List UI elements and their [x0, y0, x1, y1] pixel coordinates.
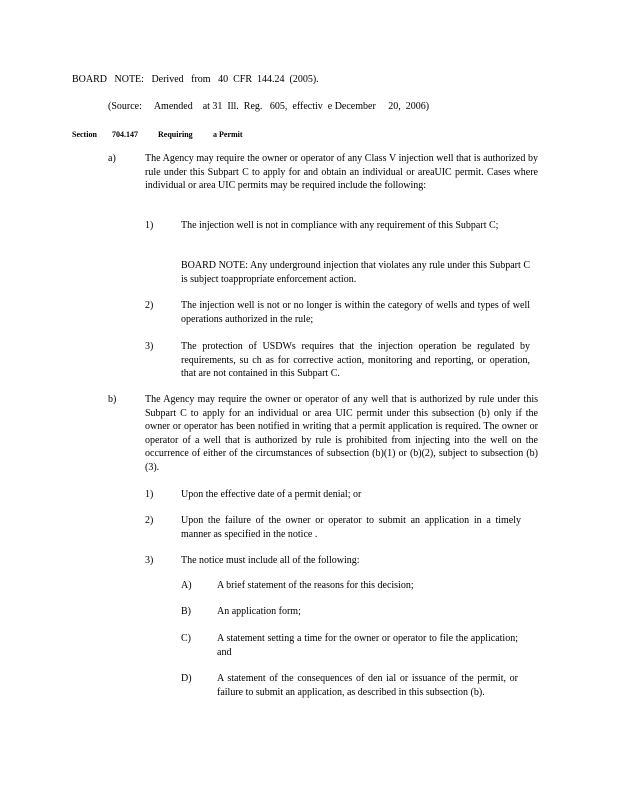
subitem-b-text: An application form; [217, 606, 301, 617]
section-number: 704.147 [112, 130, 138, 139]
subsection-b-label: b) [108, 394, 117, 405]
board-note-top: BOARD NOTE: Derived from 40 CFR 144.24 (2005). [72, 74, 319, 85]
subsection-b-text: The Agency may require the owner or operator of any well that is authorized by rule under this Subpart C to apply for an individual or area UIC permit under this subsection (b) only if the owner or operator has been notified in writing that a permit application is required. The owner or operator of a well that is authorized by rule is prohibited from injecting into the well on the occurrence of either of the circumstances of subsection (b)(1) or (b)(2), subject to subsection (b)(3). [145, 394, 538, 473]
subsection-a-label: a) [108, 153, 116, 164]
section-title-part-2: a Permit [213, 130, 243, 139]
item-b3-text: The notice must include all of the following: [181, 555, 360, 566]
source-note: (Source: Amended at 31 Ill. Reg. 605, effectiv e December 20, 2006) [108, 101, 430, 112]
subitem-c-label: C) [181, 633, 191, 644]
item-b3-label: 3) [145, 555, 154, 566]
item-b2-text: Upon the failure of the owner or operator to submit an application in a timely manner as specified in the notice . [181, 515, 521, 540]
board-note-a1: BOARD NOTE: Any underground injection that violates any rule under this Subpart C is subject toappropriate enforcement action. [181, 260, 530, 285]
subitem-d-label: D) [181, 673, 192, 684]
item-b2-label: 2) [145, 515, 154, 526]
section-heading [0, 128, 618, 140]
subitem-d-text: A statement of the consequences of den ial or issuance of the permit, or failure to submit an application, as described in this subsection (b). [217, 673, 518, 698]
item-a3-label: 3) [145, 341, 154, 352]
item-b1-text: Upon the effective date of a permit denial; or [181, 489, 362, 500]
item-a2-label: 2) [145, 300, 154, 311]
item-a2-text: The injection well is not or no longer is within the category of wells and types of well operations authorized in the rule; [181, 300, 530, 325]
subitem-a-text: A brief statement of the reasons for this decision; [217, 580, 414, 591]
subitem-a-label: A) [181, 580, 192, 591]
item-a1-label: 1) [145, 220, 154, 231]
subsection-a-text: The Agency may require the owner or operator of any Class V injection well that is authorized by rule under this Subpart C to apply for and obtain an individual or areaUIC permit. Cases where individual or area UIC permits may be required include the following: [145, 153, 538, 192]
subitem-c-text: A statement setting a time for the owner or operator to file the application; and [217, 633, 518, 658]
section-label: Section [72, 130, 97, 139]
item-a3-text: The protection of USDWs requires that the injection operation be regulated by requirements, su ch as for corrective action, monitoring and reporting, or operation, that are not contained in this Subpart C. [181, 341, 530, 380]
section-title-part-1: Requiring [158, 130, 193, 139]
item-a1-text: The injection well is not in compliance with any requirement of this Subpart C; [181, 220, 499, 231]
subitem-b-label: B) [181, 606, 191, 617]
item-b1-label: 1) [145, 489, 154, 500]
